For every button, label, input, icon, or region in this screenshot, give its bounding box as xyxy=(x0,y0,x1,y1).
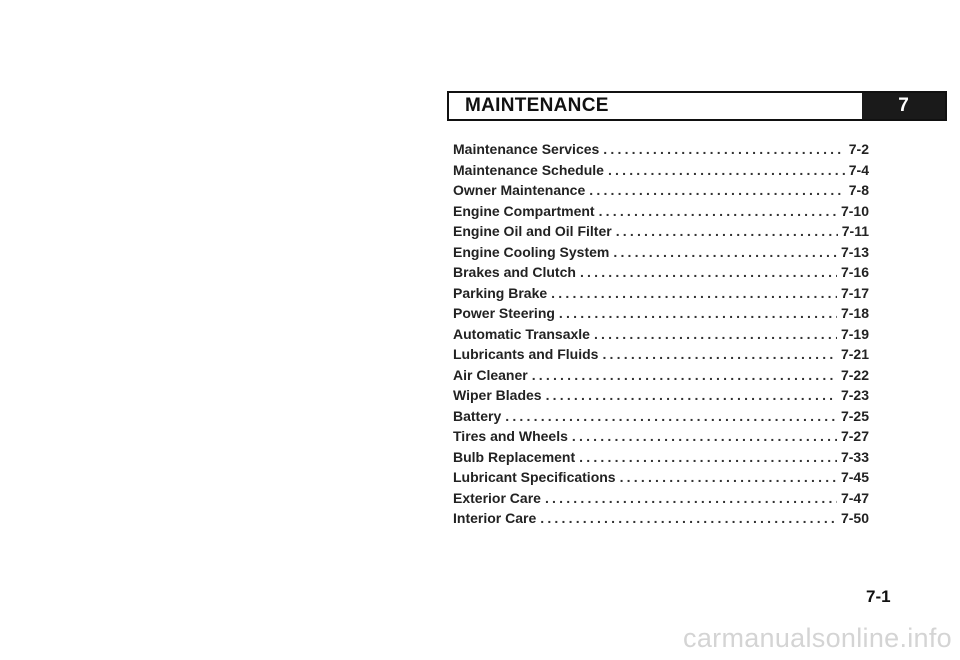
toc-entry-title: Wiper Blades xyxy=(453,387,542,403)
toc-entry-page: 7-13 xyxy=(840,243,869,260)
toc-entry-title: Brakes and Clutch xyxy=(453,264,576,280)
dot-leader xyxy=(546,385,837,406)
toc-entry-page: 7-10 xyxy=(840,202,869,219)
toc-entry-engine-cooling-system xyxy=(453,242,869,263)
toc-entry-page: 7-50 xyxy=(840,510,869,526)
dot-leader xyxy=(620,467,837,488)
toc-entry-title: Power Steering xyxy=(453,305,555,321)
dot-leader xyxy=(613,242,837,263)
dot-leader xyxy=(616,221,838,242)
toc-entry-title: Tires and Wheels xyxy=(453,428,568,444)
toc-entry-page: 7-27 xyxy=(840,428,869,444)
toc-entry-title: Maintenance Services xyxy=(453,141,600,157)
toc-entry-brakes-and-clutch xyxy=(453,262,869,283)
toc-entry-title: Lubricant Specifications xyxy=(453,469,616,485)
chapter-number-badge: 7 xyxy=(862,93,945,119)
toc-entry-air-cleaner xyxy=(453,365,869,386)
dot-leader xyxy=(602,344,837,365)
toc-entry-title: Engine Cooling System xyxy=(453,243,610,260)
page-number: 7-1 xyxy=(866,587,891,606)
toc-entry-page: 7-2 xyxy=(848,141,869,157)
toc-entry-page: 7-4 xyxy=(848,161,869,178)
section-title: MAINTENANCE xyxy=(465,95,609,116)
toc-entry-title: Engine Compartment xyxy=(453,202,595,219)
toc-entry-page: 7-18 xyxy=(840,305,869,321)
toc-entry-title: Battery xyxy=(453,407,502,424)
toc-entry-page: 7-17 xyxy=(840,284,869,301)
dot-leader xyxy=(540,508,837,529)
toc-entry-engine-oil-and-oil-filter xyxy=(453,221,869,242)
toc-entry-tires-and-wheels xyxy=(453,426,869,447)
dot-leader xyxy=(594,324,837,345)
toc-entry-page: 7-47 xyxy=(840,489,869,506)
dot-leader xyxy=(580,262,837,283)
toc-entry-title: Air Cleaner xyxy=(453,366,528,383)
toc-entry-page: 7-45 xyxy=(840,469,869,485)
toc-entry-lubricants-and-fluids xyxy=(453,344,869,365)
toc-entry-page: 7-22 xyxy=(840,366,869,383)
toc-entry-maintenance-services xyxy=(453,139,869,160)
watermark: carmanualsonline.info xyxy=(683,623,952,653)
toc-entry-title: Engine Oil and Oil Filter xyxy=(453,223,612,239)
toc-entry-title: Interior Care xyxy=(453,510,537,526)
dot-leader xyxy=(559,303,837,324)
dot-leader xyxy=(589,180,845,201)
toc-entry-power-steering xyxy=(453,303,869,324)
dot-leader xyxy=(545,488,837,509)
toc-entry-page: 7-16 xyxy=(840,264,869,280)
toc-entry-wiper-blades xyxy=(453,385,869,406)
toc-entry-title: Exterior Care xyxy=(453,489,541,506)
toc-entry-page: 7-11 xyxy=(841,223,869,239)
toc-entry-page: 7-19 xyxy=(840,325,869,342)
toc-entry-title: Parking Brake xyxy=(453,284,548,301)
table-of-contents xyxy=(453,139,869,529)
dot-leader xyxy=(532,365,837,386)
toc-entry-title: Bulb Replacement xyxy=(453,448,576,465)
dot-leader xyxy=(599,201,837,222)
toc-entry-page: 7-23 xyxy=(840,387,869,403)
toc-entry-maintenance-schedule xyxy=(453,160,869,181)
dot-leader xyxy=(579,447,837,468)
toc-entry-page: 7-21 xyxy=(840,346,869,362)
toc-entry-title: Owner Maintenance xyxy=(453,182,586,198)
toc-entry-engine-compartment xyxy=(453,201,869,222)
dot-leader xyxy=(551,283,837,304)
toc-entry-title: Automatic Transaxle xyxy=(453,325,590,342)
dot-leader xyxy=(505,406,837,427)
toc-entry-title: Lubricants and Fluids xyxy=(453,346,599,362)
toc-entry-interior-care xyxy=(453,508,869,529)
toc-entry-parking-brake xyxy=(453,283,869,304)
dot-leader xyxy=(608,160,845,181)
section-header xyxy=(447,91,947,121)
dot-leader xyxy=(603,139,844,160)
toc-entry-bulb-replacement xyxy=(453,447,869,468)
dot-leader xyxy=(572,426,837,447)
toc-entry-battery xyxy=(453,406,869,427)
toc-entry-title: Maintenance Schedule xyxy=(453,161,604,178)
toc-entry-page: 7-33 xyxy=(840,448,869,465)
toc-entry-automatic-transaxle xyxy=(453,324,869,345)
toc-entry-page: 7-8 xyxy=(848,182,869,198)
toc-entry-lubricant-specifications xyxy=(453,467,869,488)
toc-entry-owner-maintenance xyxy=(453,180,869,201)
toc-entry-page: 7-25 xyxy=(840,407,869,424)
toc-entry-exterior-care xyxy=(453,488,869,509)
